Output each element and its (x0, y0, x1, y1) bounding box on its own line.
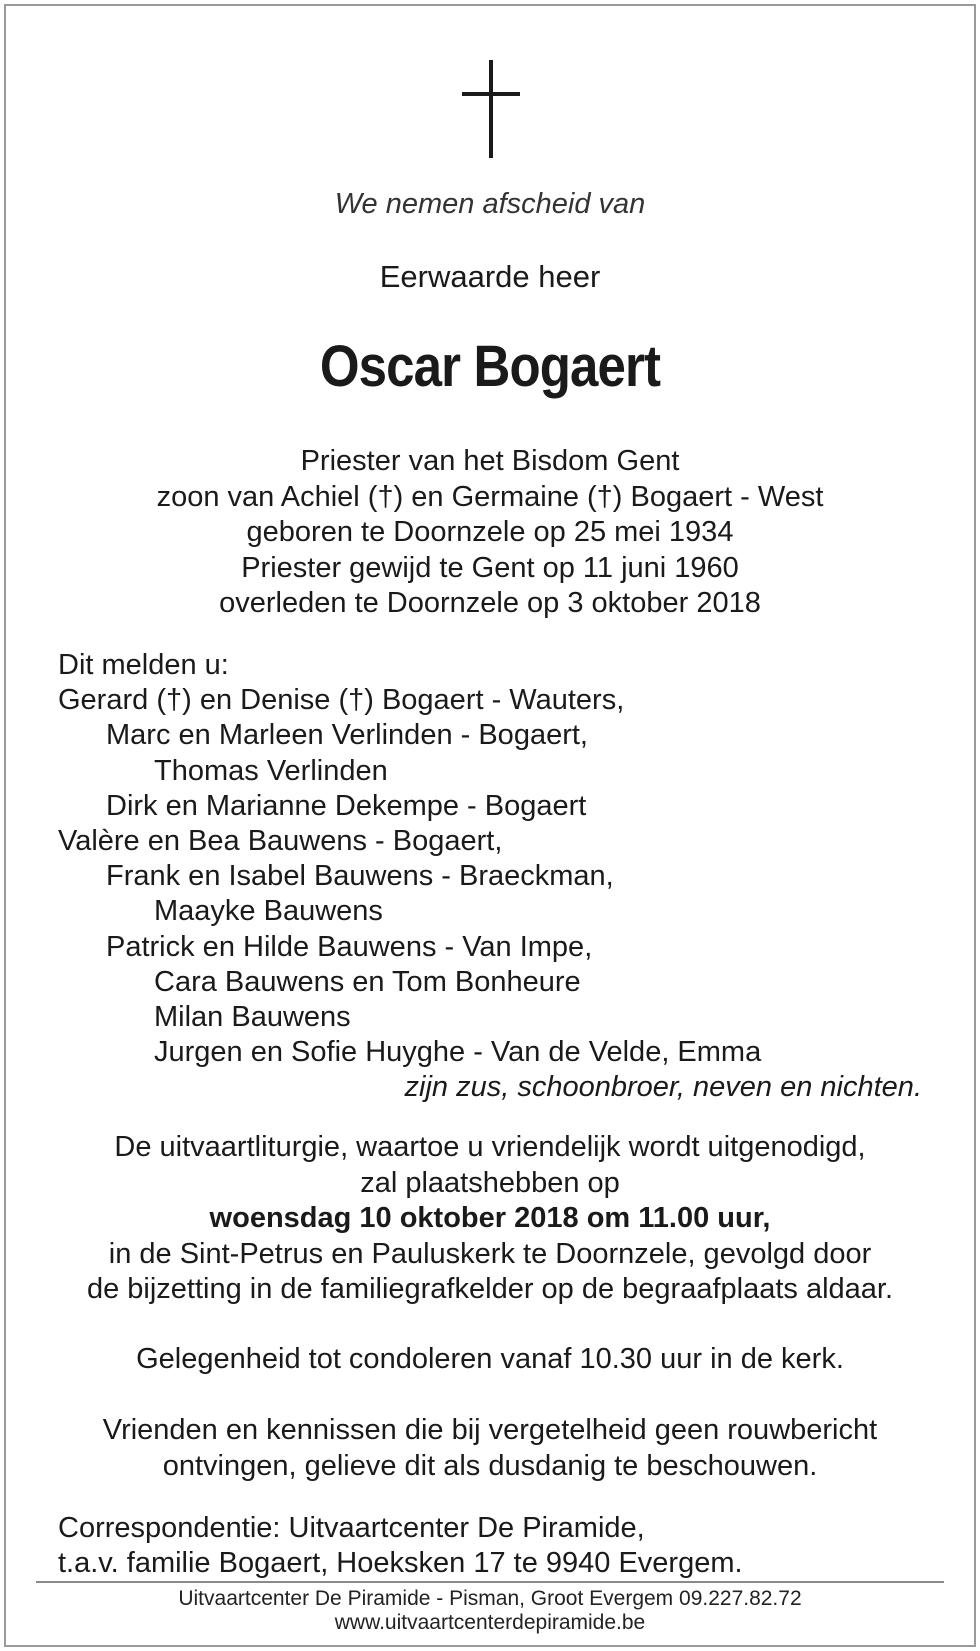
bio-line: Priester van het Bisdom Gent (300, 445, 680, 477)
deceased-name: Oscar Bogaert (319, 334, 661, 399)
family-list (58, 648, 928, 1106)
funeral-line: in de Sint-Petrus en Pauluskerk te Doornzele, gevolgd door (108, 1237, 872, 1270)
family-line: Gerard (†) en Denise (†) Bogaert - Wauters, (58, 684, 625, 717)
honorific: Eerwaarde heer (379, 259, 601, 294)
footer-divider (36, 1581, 944, 1583)
bio-line: zoon van Achiel (†) en Germaine (†) Bogaert - West (156, 480, 824, 513)
funeral-home-contact: Uitvaartcenter De Piramide - Pisman, Groot Evergem 09.227.82.72 (178, 1587, 802, 1610)
correspondence-line: t.a.v. familie Bogaert, Hoeksken 17 te 9940 Evergem. (58, 1547, 743, 1579)
funeral-datetime: woensdag 10 oktober 2018 om 11.00 uur, (209, 1202, 771, 1234)
family-closing: zijn zus, schoonbroer, neven en nichten. (404, 1071, 922, 1104)
funeral-line: zal plaatshebben op (360, 1166, 620, 1199)
biography (0, 444, 980, 622)
family-line: Frank en Isabel Bauwens - Braeckman, (106, 860, 614, 893)
family-line: Jurgen en Sofie Huyghe - Van de Velde, Emma (154, 1036, 762, 1069)
condolence-info: Gelegenheid tot condoleren vanaf 10.30 uur in de kerk. (136, 1343, 844, 1375)
friends-line: ontvingen, gelieve dit als dusdanig te beschouwen. (162, 1449, 818, 1482)
family-line: Cara Bauwens en Tom Bonheure (154, 965, 581, 998)
bio-line: overleden te Doornzele op 3 oktober 2018 (219, 587, 761, 619)
family-line: Thomas Verlinden (154, 754, 388, 787)
family-line: Patrick en Hilde Bauwens - Van Impe, (106, 930, 593, 963)
correspondence-address (58, 1511, 743, 1581)
family-line: Valère en Bea Bauwens - Bogaert, (58, 825, 503, 858)
bio-line: geboren te Doornzele op 25 mei 1934 (246, 516, 734, 548)
correspondence-line: Correspondentie: Uitvaartcenter De Piramide, (58, 1512, 645, 1544)
funeral-home-website[interactable]: www.uitvaartcenterdepiramide.be (334, 1611, 646, 1634)
funeral-line: de bijzetting in de familiegrafkelder op de begraafplaats aldaar. (86, 1273, 894, 1305)
family-line: Milan Bauwens (154, 1001, 351, 1034)
family-line: Dirk en Marianne Dekempe - Bogaert (106, 789, 587, 822)
cross-icon (462, 60, 520, 158)
bio-line: Priester gewijd te Gent op 11 juni 1960 (241, 551, 739, 584)
family-heading: Dit melden u: (58, 649, 229, 681)
friends-line: Vrienden en kennissen die bij vergetelheid geen rouwbericht (102, 1414, 878, 1446)
funeral-details (0, 1130, 980, 1308)
intro-text: We nemen afscheid van (334, 188, 646, 220)
friends-notice (0, 1413, 980, 1484)
family-line: Marc en Marleen Verlinden - Bogaert, (106, 719, 588, 752)
funeral-line: De uitvaartliturgie, waartoe u vriendelijk wordt uitgenodigd, (114, 1131, 866, 1163)
family-line: Maayke Bauwens (154, 895, 383, 928)
